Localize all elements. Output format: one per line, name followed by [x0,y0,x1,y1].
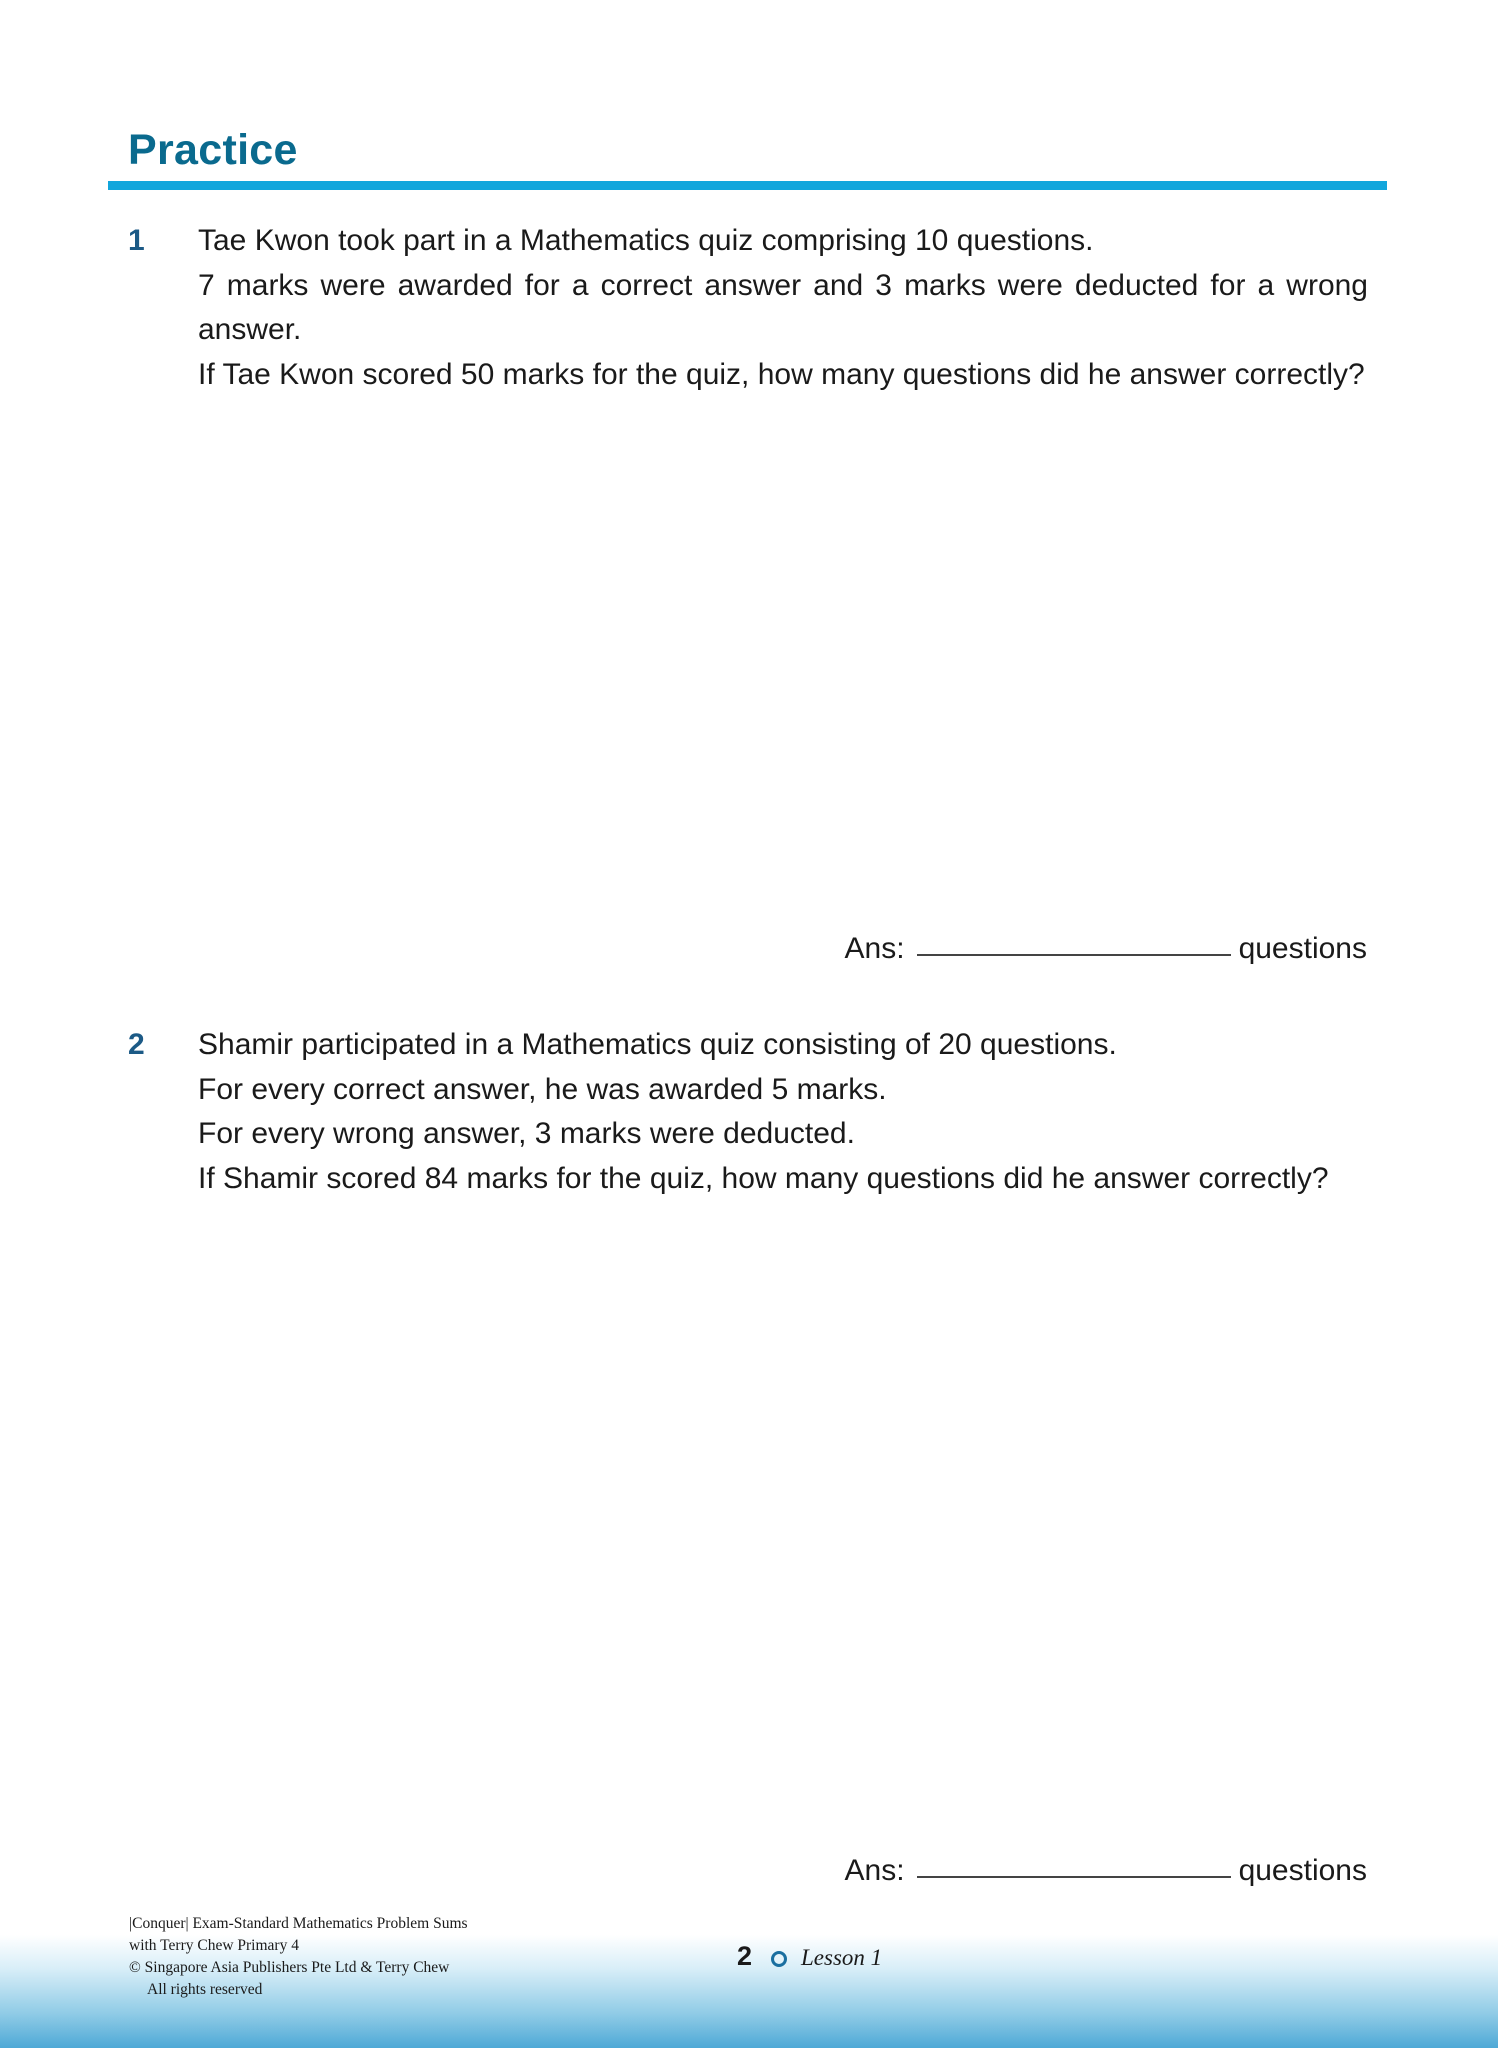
credit-line: with Terry Chew Primary 4 [129,1937,299,1954]
question-line: Shamir participated in a Mathematics quiz consisting of 20 questions. [198,1028,1117,1061]
lesson-label: Lesson 1 [801,1945,883,1970]
page-number: 2 [737,1941,753,1971]
question-text [198,219,1368,397]
question-line: 7 marks were awarded for a correct answer and 3 marks were deducted for a wrong answer. [198,268,1368,346]
question-line: For every wrong answer, 3 marks were deducted. [198,1117,855,1150]
question-line: If Shamir scored 84 marks for the quiz, how many questions did he answer correctly? [198,1161,1329,1195]
credit-line: All rights reserved [147,1981,263,1998]
answer-label: Ans: [844,1854,905,1887]
question-line: If Tae Kwon scored 50 marks for the quiz, how many questions did he answer correctly? [198,357,1365,391]
answer-unit: questions [1238,932,1367,965]
question-number: 2 [128,1028,145,1061]
answer-blank[interactable] [917,1876,1231,1878]
answer-unit: questions [1238,1854,1367,1887]
credit-line: © Singapore Asia Publishers Pte Ltd & Terry Chew [129,1959,450,1976]
question-line: Tae Kwon took part in a Mathematics quiz comprising 10 questions. [198,224,1094,257]
answer-row [845,932,1367,966]
answer-row [845,1854,1367,1888]
footer-credit [129,1913,468,2001]
title-divider [108,181,1387,190]
question-number: 1 [128,224,145,257]
question-text [198,1023,1368,1201]
ring-icon [771,1951,787,1967]
question-line: For every correct answer, he was awarded 5 marks. [198,1072,887,1106]
answer-label: Ans: [844,932,905,965]
answer-blank[interactable] [917,954,1231,956]
page-title: Practice [128,126,298,174]
credit-line: |Conquer| Exam-Standard Mathematics Problem Sums [129,1915,468,1932]
